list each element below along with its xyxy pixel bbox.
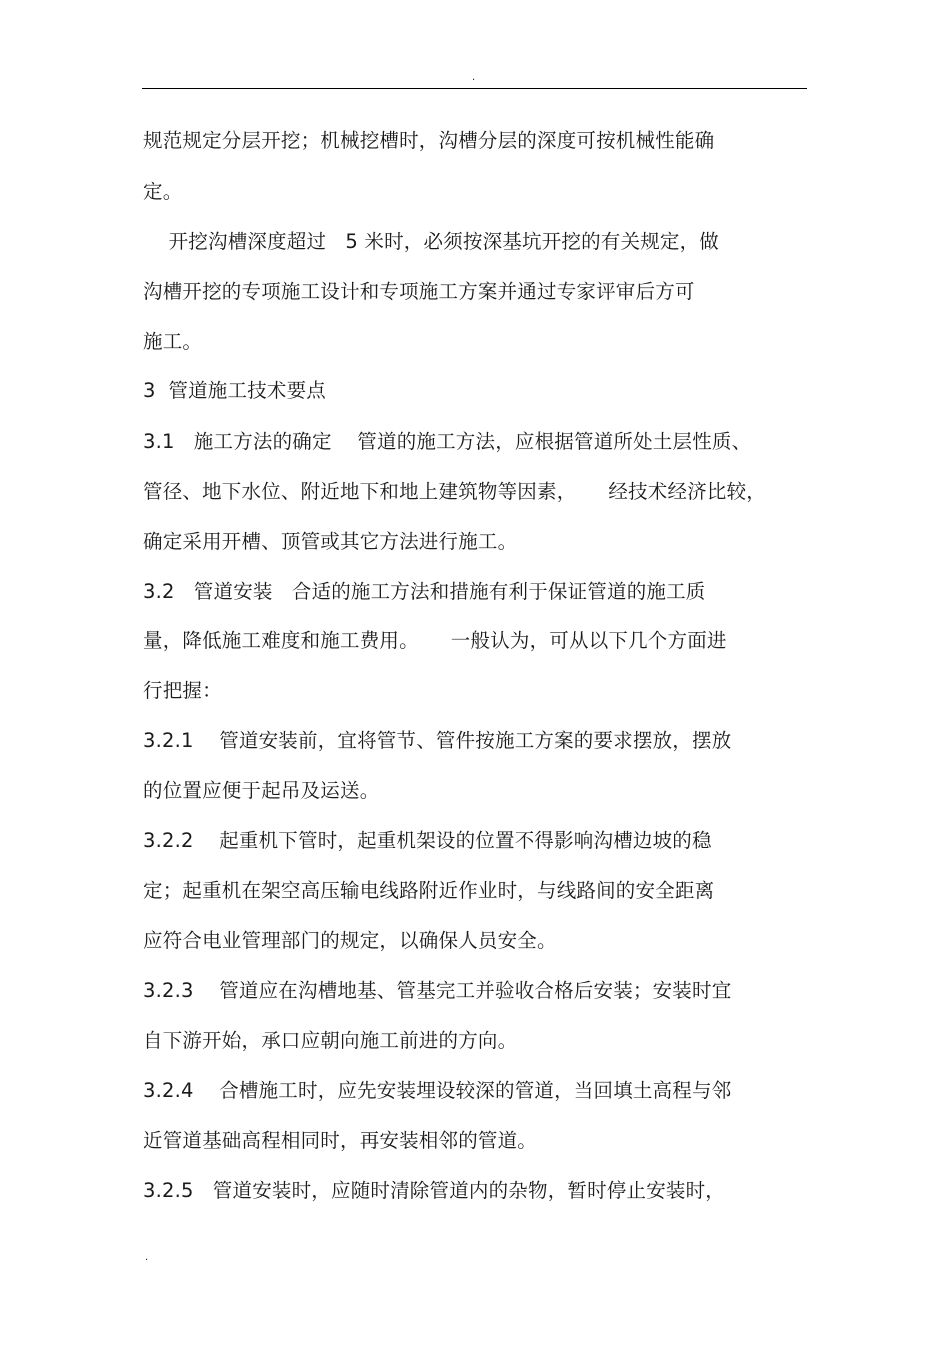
body-line: 3.2 管道安装 合适的施工方法和措施有利于保证管道的施工质 xyxy=(143,580,706,603)
body-line: 管径、地下水位、附近地下和地上建筑物等因素， 经技术经济比较， xyxy=(143,480,766,503)
body-line: 近管道基础高程相同时，再安装相邻的管道。 xyxy=(143,1129,538,1152)
footer-mark: . xyxy=(145,1252,149,1263)
body-line: 3.2.1 管道安装前，宜将管节、管件按施工方案的要求摆放，摆放 xyxy=(143,729,732,752)
body-line: 应符合电业管理部门的规定，以确保人员安全。 xyxy=(143,929,557,952)
section-heading: 3 管道施工技术要点 xyxy=(143,379,327,402)
body-line: 施工。 xyxy=(143,330,203,353)
header-rule xyxy=(142,88,807,89)
body-line: 沟槽开挖的专项施工设计和专项施工方案并通过专家评审后方可 xyxy=(143,280,695,303)
body-line: 自下游开始，承口应朝向施工前进的方向。 xyxy=(143,1029,518,1052)
body-line: 定。 xyxy=(143,180,183,203)
body-line: 量，降低施工难度和施工费用。 一般认为，可从以下几个方面进 xyxy=(143,629,727,652)
body-line: 行把握： xyxy=(143,679,222,702)
body-line: 3.2.2 起重机下管时，起重机架设的位置不得影响沟槽边坡的稳 xyxy=(143,829,712,852)
body-line: 的位置应便于起吊及运送。 xyxy=(143,779,380,802)
body-line: 开挖沟槽深度超过 5 米时，必须按深基坑开挖的有关规定，做 xyxy=(143,230,719,253)
body-line: 定；起重机在架空高压输电线路附近作业时，与线路间的安全距离 xyxy=(143,879,715,902)
body-line: 3.2.4 合槽施工时，应先安装埋设较深的管道，当回填土高程与邻 xyxy=(143,1079,732,1102)
body-line: 3.1 施工方法的确定 管道的施工方法，应根据管道所处土层性质、 xyxy=(143,430,752,453)
body-line: 3.2.3 管道应在沟槽地基、管基完工并验收合格后安装；安装时宜 xyxy=(143,979,732,1002)
body-line: 确定采用开槽、顶管或其它方法进行施工。 xyxy=(143,530,518,553)
header-mark: . xyxy=(472,72,476,83)
body-line: 规范规定分层开挖；机械挖槽时，沟槽分层的深度可按机械性能确 xyxy=(143,129,715,152)
body-line: 3.2.5 管道安装时，应随时清除管道内的杂物，暂时停止安装时， xyxy=(143,1179,726,1202)
